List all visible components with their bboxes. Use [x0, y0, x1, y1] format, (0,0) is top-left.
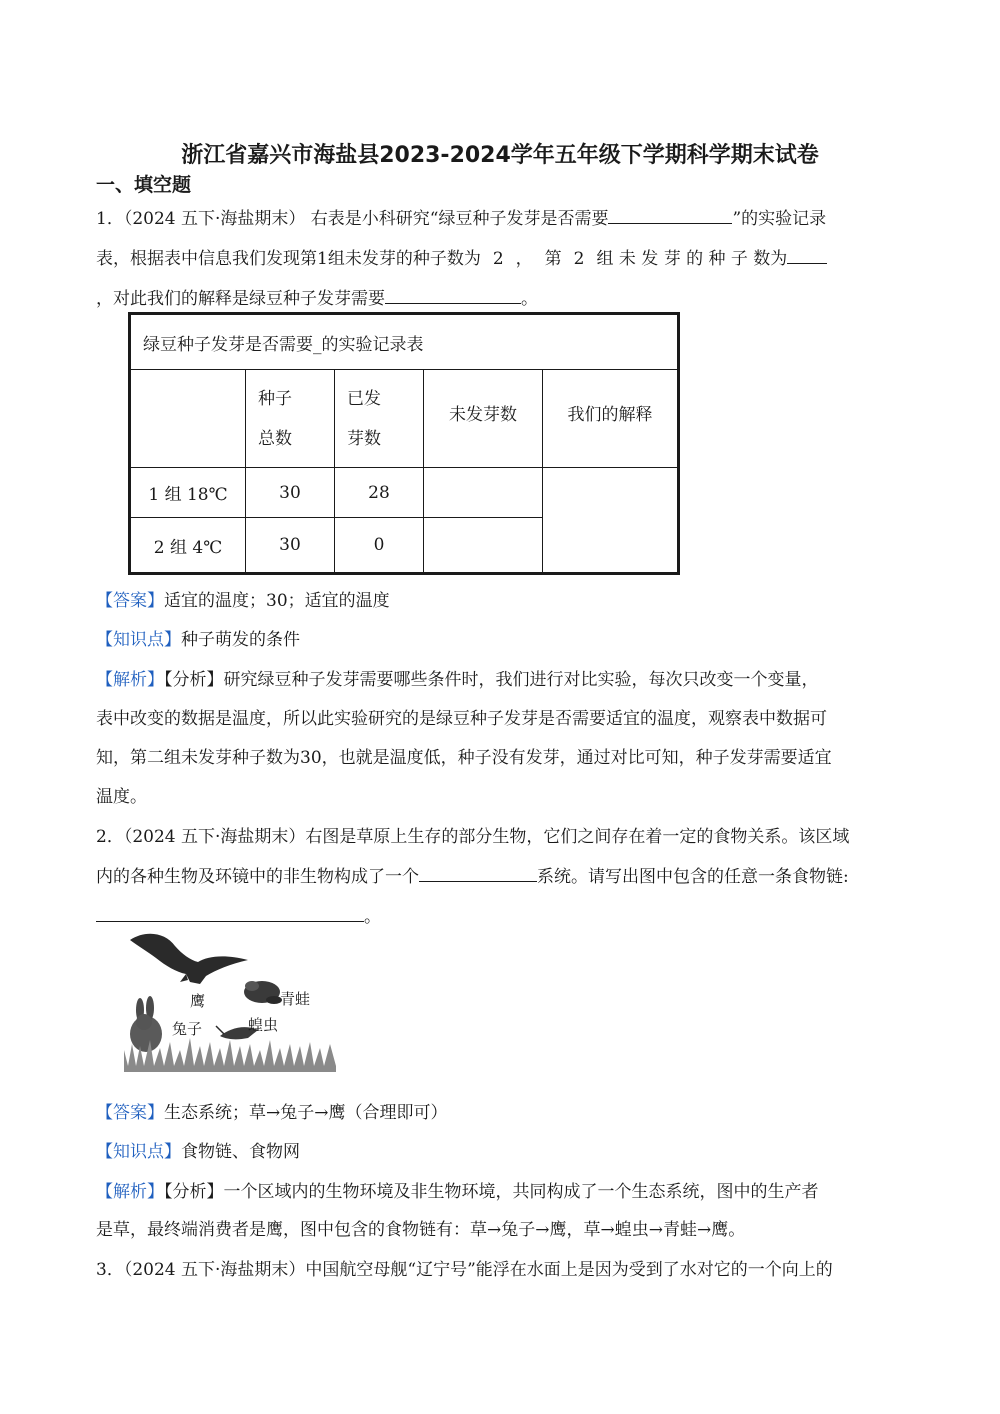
q1-analysis-line-1 — [96, 665, 819, 690]
table-header-total: 种子 总数 — [246, 370, 335, 468]
q1-group-number-1: 1 — [317, 249, 328, 269]
q3-line-1: 3．（2024 五下·海盐期末）中国航空母舰“辽宁号”能浮在水面上是因为受到了水对它的一个向上的 — [96, 1260, 833, 1280]
q1-stem-a: 1．（2024 五下·海盐期末） 右表是小科研究“绿豆种子发芽是否需要 — [96, 209, 609, 229]
q1-analysis-line-2: 表中改变的数据是温度，所以此实验研究的是绿豆种子发芽是否需要适宜的温度，观察表中数据可 — [96, 709, 827, 729]
table-cell-explanation[interactable] — [543, 468, 679, 574]
locust-label: 蝗虫 — [248, 1016, 279, 1034]
table-cell-sprouted: 0 — [335, 518, 424, 574]
q1-line3-a: ，对此我们的解释是绿豆种子发芽需要 — [96, 289, 385, 309]
q2-line-2 — [96, 862, 849, 887]
q1-line2-a: 表，根据表中信息我们发现第 — [96, 249, 317, 269]
q1-line3-b: 。 — [521, 289, 538, 309]
food-chain-illustration — [120, 926, 340, 1072]
rabbit-label: 兔子 — [172, 1020, 203, 1038]
table-caption: 绿豆种子发芽是否需要_的实验记录表 — [130, 314, 679, 370]
q1-answer — [96, 586, 390, 611]
table-cell-group: 1 组 18℃ — [130, 468, 246, 518]
q1-line2-e: 组 未 发 芽 的 种 子 数为 — [596, 249, 788, 269]
frog-label: 青蛙 — [280, 990, 311, 1008]
table-cell-not-sprouted[interactable] — [424, 468, 543, 518]
q2-line-3 — [96, 902, 381, 927]
q1-count-value: 2 — [492, 249, 504, 269]
answer-text: 适宜的温度；30；适宜的温度 — [164, 591, 390, 611]
q2-analysis-line-1 — [96, 1177, 819, 1202]
q1-blank-3[interactable] — [385, 286, 521, 304]
q1-line2-c: ， — [515, 249, 533, 269]
table-cell-not-sprouted[interactable] — [424, 518, 543, 574]
page-title: 浙江省嘉兴市海盐县2023-2024学年五年级下学期科学期末试卷 — [181, 143, 819, 168]
answer-tag: 【答案】 — [96, 591, 164, 611]
q1-analysis-line-3: 知，第二组未发芽种子数为30，也就是温度低，种子没有发芽，通过对比可知，种子发芽需要适宜 — [96, 748, 832, 768]
analysis-tag: 【解析】 — [96, 1182, 164, 1202]
q2-knowledge-point — [96, 1137, 300, 1162]
q1-group-number-2: 2 — [573, 249, 585, 269]
q2-line3-b: 。 — [364, 907, 381, 927]
table-cell-group: 2 组 4℃ — [130, 518, 246, 574]
table-cell-total: 30 — [246, 468, 335, 518]
table-cell-sprouted: 28 — [335, 468, 424, 518]
table-header-sprouted: 已发 芽数 — [335, 370, 424, 468]
q1-line2-d: 第 — [544, 249, 562, 269]
table-header-explanation: 我们的解释 — [543, 370, 679, 468]
table-header-not-sprouted: 未发芽数 — [424, 370, 543, 468]
analysis-text: 【分析】一个区域内的生物环境及非生物环境，共同构成了一个生态系统，图中的生产者 — [164, 1182, 819, 1202]
table-header-blank — [130, 370, 246, 468]
knowledge-tag: 【知识点】 — [96, 1142, 181, 1162]
knowledge-tag: 【知识点】 — [96, 630, 181, 650]
q2-line2-a: 内的各种生物及环镜中的非生物构成了一个 — [96, 867, 419, 887]
eagle-label: 鹰 — [190, 992, 206, 1010]
knowledge-text: 种子萌发的条件 — [181, 630, 300, 650]
q1-stem-b: ”的实验记录 — [732, 209, 827, 229]
table-cell-total: 30 — [246, 518, 335, 574]
eagle-icon — [130, 934, 248, 984]
q1-blank-1[interactable] — [608, 206, 732, 224]
q2-line2-b: 系统。请写出图中包含的任意一条食物链: — [537, 867, 849, 887]
q2-line-1: 2．（2024 五下·海盐期末）右图是草原上生存的部分生物，它们之间存在着一定的食物关系。该区域 — [96, 827, 850, 847]
q1-line-3 — [96, 284, 538, 309]
q1-blank-2[interactable] — [787, 246, 827, 264]
q2-blank-2[interactable] — [96, 904, 364, 922]
section-heading-fill-blank: 一、填空题 — [96, 174, 192, 196]
q1-line-1 — [96, 204, 826, 229]
q2-blank-1[interactable] — [419, 864, 537, 882]
experiment-record-table — [128, 312, 680, 575]
q2-analysis-line-2: 是草，最终端消费者是鹰，图中包含的食物链有：草→兔子→鹰，草→蝗虫→青蛙→鹰。 — [96, 1220, 746, 1240]
q1-analysis-line-4: 温度。 — [96, 787, 147, 807]
q1-line2-b: 组未发芽的种子数为 — [327, 249, 481, 269]
q1-knowledge-point — [96, 625, 300, 650]
q2-answer — [96, 1098, 448, 1123]
knowledge-text: 食物链、食物网 — [181, 1142, 300, 1162]
answer-text: 生态系统；草→兔子→鹰（合理即可） — [164, 1103, 448, 1123]
analysis-text: 【分析】研究绿豆种子发芽需要哪些条件时，我们进行对比实验，每次只改变一个变量， — [164, 670, 819, 690]
answer-tag: 【答案】 — [96, 1103, 164, 1123]
q1-line-2 — [96, 244, 827, 269]
analysis-tag: 【解析】 — [96, 670, 164, 690]
